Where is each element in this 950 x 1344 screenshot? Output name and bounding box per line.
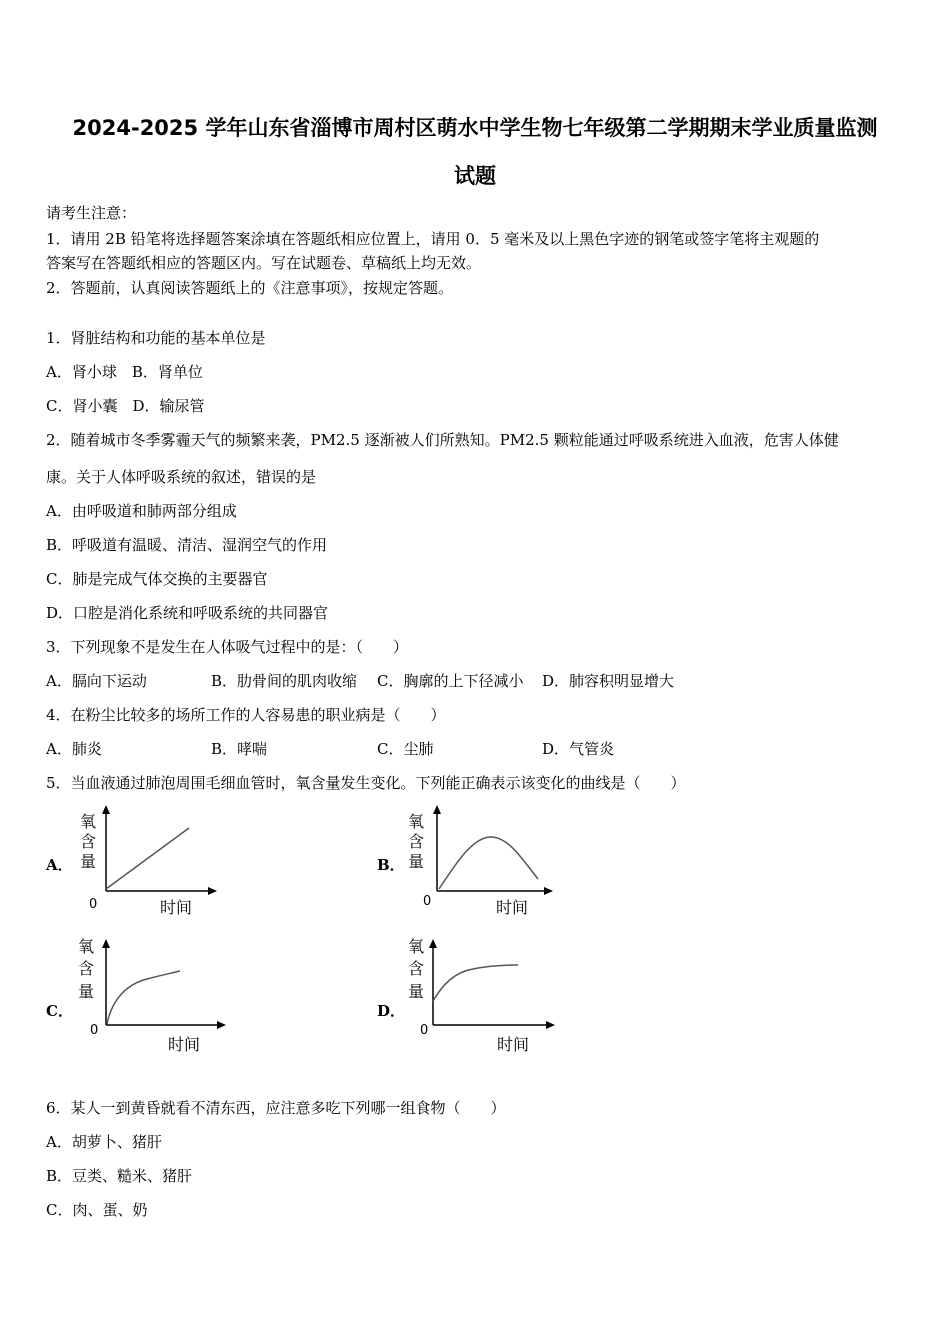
graph-d-ylabel-1: 氧 <box>408 937 425 956</box>
graph-c-ylabel-2: 含 <box>78 959 95 978</box>
question-6-stem: 6．某人一到黄昏就看不清东西，应注意多吃下列哪一组食物（ ） <box>46 1099 506 1117</box>
graph-d-xlabel: 时间 <box>497 1035 530 1054</box>
graph-a-ylabel-1: 氧 <box>80 812 97 831</box>
notice-item-2: 2．答题前，认真阅读答题纸上的《注意事项》，按规定答题。 <box>46 279 454 297</box>
graph-b-y-arrow <box>433 805 441 814</box>
question-1-stem: 1．肾脏结构和功能的基本单位是 <box>46 329 266 347</box>
question-2-option-c: C．肺是完成气体交换的主要器官 <box>46 570 268 588</box>
question-6-option-a: A．胡萝卜、猪肝 <box>46 1133 162 1151</box>
graph-d <box>403 934 573 1054</box>
graph-a-curve <box>106 828 189 889</box>
question-3-option-c: C．胸廓的上下径减小 <box>377 672 524 690</box>
graph-b-origin: 0 <box>423 894 432 909</box>
question-3-stem: 3．下列现象不是发生在人体吸气过程中的是：（ ） <box>46 638 409 656</box>
question-2-option-a: A．由呼吸道和肺两部分组成 <box>46 502 237 520</box>
graph-d-curve <box>433 965 518 1001</box>
graph-c <box>72 934 242 1054</box>
question-4-option-b: B．哮喘 <box>211 740 268 758</box>
graph-d-label: D． <box>377 1002 406 1020</box>
graph-c-curve <box>107 971 180 1024</box>
graph-c-label: C． <box>46 1002 73 1020</box>
question-1-options-row1: A．肾小球 B．肾单位 <box>46 363 203 381</box>
graph-c-origin: 0 <box>90 1023 99 1038</box>
question-4-option-a: A．肺炎 <box>46 740 102 758</box>
question-3-option-d: D．肺容积明显增大 <box>542 672 675 690</box>
graph-b-ylabel-1: 氧 <box>408 812 425 831</box>
graph-b <box>403 805 573 920</box>
question-6-option-c: C．肉、蛋、奶 <box>46 1201 148 1219</box>
question-3-option-a: A．膈向下运动 <box>46 672 147 690</box>
notice-item-1: 1．请用 2B 铅笔将选择题答案涂填在答题纸相应位置上，请用 0．5 毫米及以上黑色字迹的钢笔或签字笔将主观题的 <box>46 230 820 248</box>
graph-d-y-arrow <box>429 939 437 948</box>
graph-d-origin: 0 <box>420 1023 429 1038</box>
question-3-option-b: B．肋骨间的肌肉收缩 <box>211 672 358 690</box>
notice-heading: 请考生注意： <box>46 204 137 222</box>
graph-a <box>72 805 232 920</box>
question-6-option-b: B．豆类、糙米、猪肝 <box>46 1167 193 1185</box>
page-title: 2024-2025 学年山东省淄博市周村区萌水中学生物七年级第二学期期末学业质量监测 <box>72 116 878 140</box>
graph-d-ylabel-2: 含 <box>408 959 425 978</box>
question-4-stem: 4．在粉尘比较多的场所工作的人容易患的职业病是（ ） <box>46 706 446 724</box>
graph-b-ylabel-2: 含 <box>408 832 425 851</box>
question-2-option-b: B．呼吸道有温暖、清洁、湿润空气的作用 <box>46 536 328 554</box>
question-5-stem: 5．当血液通过肺泡周围毛细血管时，氧含量发生变化。下列能正确表示该变化的曲线是（ ） <box>46 774 686 792</box>
graph-a-origin: 0 <box>89 897 98 912</box>
graph-c-ylabel-3: 量 <box>78 982 95 1001</box>
graph-b-label: B． <box>377 856 405 874</box>
graph-b-x-arrow <box>544 887 553 895</box>
graph-b-ylabel-3: 量 <box>408 852 425 871</box>
notice-item-1-cont: 答案写在答题纸相应的答题区内。写在试题卷、草稿纸上均无效。 <box>46 254 482 272</box>
graph-a-label: A． <box>46 856 73 874</box>
graph-c-x-arrow <box>217 1021 226 1029</box>
graph-a-x-arrow <box>208 887 217 895</box>
graph-a-ylabel-3: 量 <box>80 852 97 871</box>
graph-d-x-arrow <box>546 1021 555 1029</box>
question-2-option-d: D．口腔是消化系统和呼吸系统的共同器官 <box>46 604 329 622</box>
page-title-continued: 试题 <box>454 164 496 188</box>
question-2-stem-cont: 康。关于人体呼吸系统的叙述，错误的是 <box>46 468 317 486</box>
question-4-option-d: D．气管炎 <box>542 740 615 758</box>
graph-b-curve <box>439 837 538 889</box>
graph-a-ylabel-2: 含 <box>80 832 97 851</box>
graph-c-ylabel-1: 氧 <box>78 937 95 956</box>
graph-b-xlabel: 时间 <box>496 898 529 917</box>
question-2-stem: 2．随着城市冬季雾霾天气的频繁来袭，PM2.5 逐渐被人们所熟知。PM2.5 颗粒能通过呼吸系统进入血液，危害人体健 <box>46 431 839 449</box>
graph-a-xlabel: 时间 <box>160 898 193 917</box>
graph-c-xlabel: 时间 <box>168 1035 201 1054</box>
question-4-option-c: C．尘肺 <box>377 740 434 758</box>
graph-d-ylabel-3: 量 <box>408 982 425 1001</box>
graph-c-y-arrow <box>102 939 110 948</box>
graph-a-y-arrow <box>102 805 110 814</box>
question-1-options-row2: C．肾小囊 D．输尿管 <box>46 397 205 415</box>
